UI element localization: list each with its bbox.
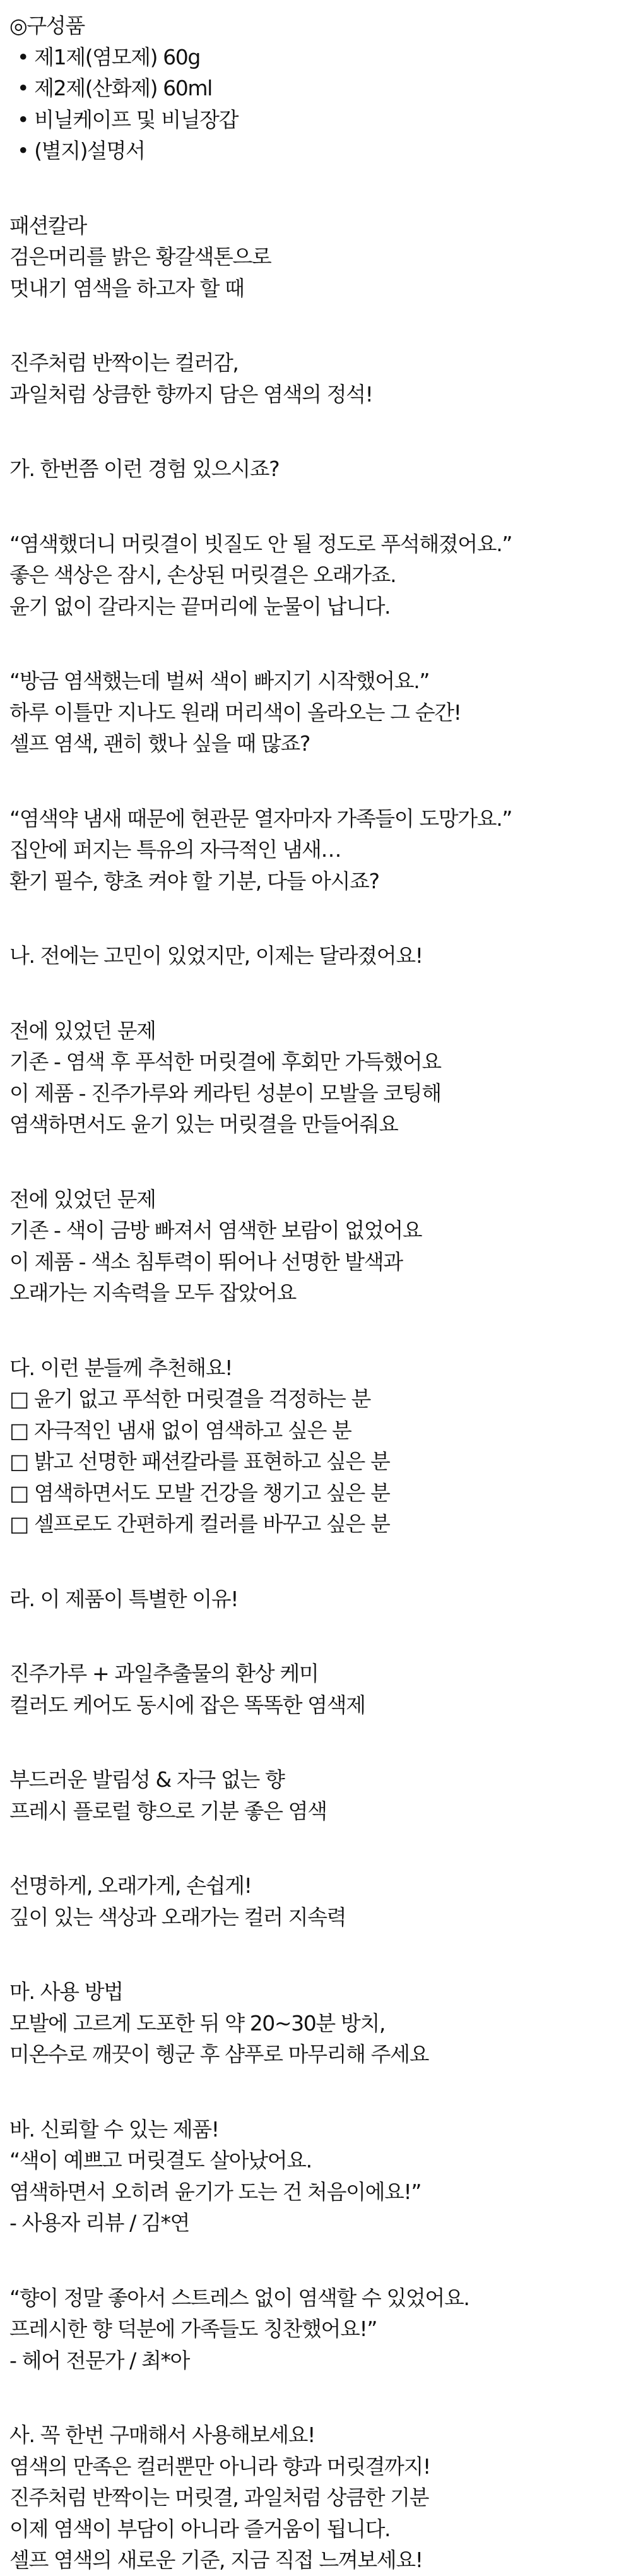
section-heading-ga bbox=[9, 453, 631, 485]
text-line: 멋내기 염색을 하고자 할 때 bbox=[9, 275, 244, 301]
text-line: 컬러도 케어도 동시에 잡은 똑똑한 염색제 bbox=[9, 1692, 365, 1717]
section-heading-ra bbox=[9, 1583, 631, 1615]
text-line: 셀프 염색, 괜히 했나 싶을 때 많죠? bbox=[9, 731, 310, 756]
text-line: 부드러운 발림성 & 자극 없는 향 bbox=[9, 1767, 285, 1792]
text-line: • 제2제(산화제) 60ml bbox=[17, 76, 212, 100]
section-review-1 bbox=[9, 2114, 631, 2239]
text-line: 미온수로 깨끗이 헹군 후 샴푸로 마무리해 주세요 bbox=[9, 2042, 429, 2066]
section-intro bbox=[9, 210, 631, 304]
text-line: □ 셀프로도 간편하게 컬러를 바꾸고 싶은 분 bbox=[9, 1512, 390, 1536]
text-line: “방금 염색했는데 벌써 색이 빠지기 시작했어요.” bbox=[9, 669, 430, 693]
text-line: 깊이 있는 색상과 오래가는 컬러 지속력 bbox=[9, 1904, 346, 1929]
text-line: “염색했더니 머릿결이 빗질도 안 될 정도로 푸석해졌어요.” bbox=[9, 531, 512, 556]
section-experience-1 bbox=[9, 528, 631, 623]
text-line: 프레시한 향 덕분에 가족들도 칭찬했어요!” bbox=[9, 2317, 377, 2341]
text-line: 선명하게, 오래가게, 손쉽게! bbox=[9, 1873, 252, 1898]
text-line: 다. 이런 분들께 추천해요! bbox=[9, 1355, 232, 1380]
text-line: 전에 있었던 문제 bbox=[9, 1018, 156, 1043]
text-line: 좋은 색상은 잠시, 손상된 머릿결은 오래가죠. bbox=[9, 563, 396, 587]
section-review-2 bbox=[9, 2282, 631, 2376]
text-line: “색이 예쁘고 머릿결도 살아났어요. bbox=[9, 2148, 312, 2173]
text-line: 오래가는 지속력을 모두 잡았어요 bbox=[9, 1280, 296, 1305]
text-line: 기존 - 염색 후 푸석한 머릿결에 후회만 가득했어요 bbox=[9, 1049, 441, 1074]
text-line: - 사용자 리뷰 / 김*연 bbox=[9, 2210, 190, 2235]
text-line: 진주가루 + 과일추출물의 환상 케미 bbox=[9, 1661, 319, 1686]
text-line: “염색약 냄새 때문에 현관문 열자마자 가족들이 도망가요.” bbox=[9, 806, 512, 831]
section-experience-3 bbox=[9, 803, 631, 897]
text-line: 패션칼라 bbox=[9, 213, 86, 238]
text-line: 사. 꼭 한번 구매해서 사용해보세요! bbox=[9, 2423, 315, 2447]
section-tagline bbox=[9, 347, 631, 410]
section-reason-1 bbox=[9, 1658, 631, 1720]
text-line: 라. 이 제품이 특별한 이유! bbox=[9, 1586, 239, 1611]
text-line: □ 염색하면서도 모발 건강을 챙기고 싶은 분 bbox=[9, 1480, 390, 1505]
text-line: “향이 정말 좋아서 스트레스 없이 염색할 수 있었어요. bbox=[9, 2285, 469, 2310]
text-line: 하루 이틀만 지나도 원래 머리색이 올라오는 그 순간! bbox=[9, 700, 461, 725]
text-line: 프레시 플로럴 향으로 기분 좋은 염색 bbox=[9, 1798, 327, 1823]
text-line: 염색하면서도 윤기 있는 머릿결을 만들어줘요 bbox=[9, 1112, 398, 1136]
text-line: 윤기 없이 갈라지는 끝머리에 눈물이 납니다. bbox=[9, 593, 391, 619]
text-line: • 제1제(염모제) 60g bbox=[17, 44, 200, 69]
text-line: 셀프 염색의 새로운 기준, 지금 직접 느껴보세요! bbox=[9, 2548, 423, 2572]
section-heading-na bbox=[9, 940, 631, 972]
text-line: 기존 - 색이 금방 빠져서 염색한 보람이 없었어요 bbox=[9, 1218, 422, 1243]
text-line: ◎구성품 bbox=[9, 13, 85, 38]
text-line: 집안에 퍼지는 특유의 자극적인 냄새… bbox=[9, 837, 341, 862]
section-reason-2 bbox=[9, 1764, 631, 1827]
text-line: 검은머리를 밝은 황갈색톤으로 bbox=[9, 244, 271, 269]
section-usage bbox=[9, 1976, 631, 2070]
text-line: □ 윤기 없고 푸석한 머릿결을 걱정하는 분 bbox=[9, 1386, 370, 1411]
text-line: 가. 한번쯤 이런 경험 있으시죠? bbox=[9, 456, 280, 481]
section-contents bbox=[9, 10, 631, 167]
text-line: - 헤어 전문가 / 최*아 bbox=[9, 2347, 190, 2373]
text-line: 진주처럼 반짝이는 컬러감, bbox=[9, 350, 239, 375]
section-problem-1 bbox=[9, 1015, 631, 1140]
section-experience-2 bbox=[9, 665, 631, 760]
text-line: 환기 필수, 향초 켜야 할 기분, 다들 아시죠? bbox=[9, 868, 379, 893]
section-reason-3 bbox=[9, 1870, 631, 1933]
text-line: 과일처럼 상큼한 향까지 담은 염색의 정석! bbox=[9, 381, 373, 407]
section-closing bbox=[9, 2419, 631, 2576]
text-line: 모발에 고르게 도포한 뒤 약 20~30분 방치, bbox=[9, 2010, 385, 2036]
text-line: 염색하면서 오히려 윤기가 도는 건 처음이에요!” bbox=[9, 2179, 422, 2204]
section-problem-2 bbox=[9, 1184, 631, 1309]
section-recommend bbox=[9, 1352, 631, 1540]
text-line: 이 제품 - 색소 침투력이 뛰어나 선명한 발색과 bbox=[9, 1249, 403, 1274]
text-line: 진주처럼 반짝이는 머릿결, 과일처럼 상큼한 기분 bbox=[9, 2485, 429, 2510]
text-line: • 비닐케이프 및 비닐장갑 bbox=[17, 107, 239, 132]
text-line: • (별지)설명서 bbox=[17, 138, 145, 163]
text-line: 마. 사용 방법 bbox=[9, 1979, 123, 2004]
text-line: 이제 염색이 부담이 아니라 즐거움이 됩니다. bbox=[9, 2516, 391, 2541]
text-line: 이 제품 - 진주가루와 케라틴 성분이 모발을 코팅해 bbox=[9, 1080, 441, 1106]
text-line: 염색의 만족은 컬러뿐만 아니라 향과 머릿결까지! bbox=[9, 2454, 430, 2479]
text-line: 나. 전에는 고민이 있었지만, 이제는 달라졌어요! bbox=[9, 943, 423, 968]
text-line: 바. 신뢰할 수 있는 제품! bbox=[9, 2116, 219, 2142]
text-line: □ 밝고 선명한 패션칼라를 표현하고 싶은 분 bbox=[9, 1449, 390, 1474]
text-line: □ 자극적인 냄새 없이 염색하고 싶은 분 bbox=[9, 1417, 351, 1443]
text-line: 전에 있었던 문제 bbox=[9, 1186, 156, 1212]
